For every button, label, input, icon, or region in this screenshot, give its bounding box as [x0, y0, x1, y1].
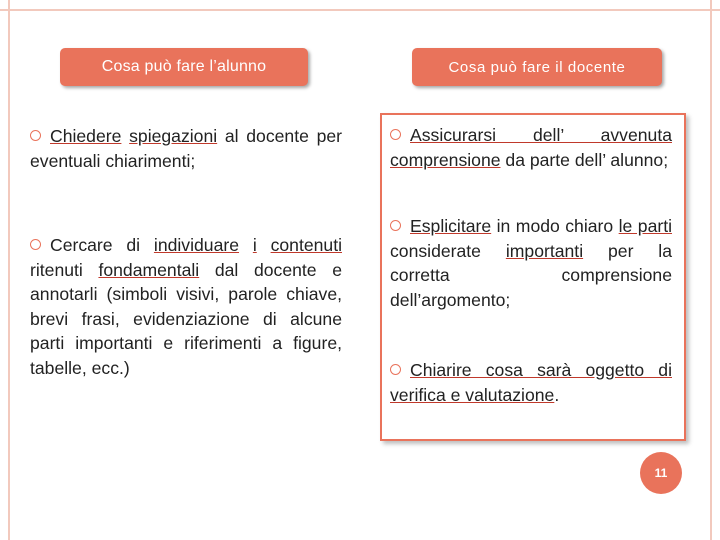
bullet-icon: [390, 220, 401, 231]
teacher-header: [412, 48, 662, 86]
item-text: individuare: [153, 235, 240, 255]
item-text: Chiedere: [50, 126, 122, 146]
page-number-badge: [640, 452, 682, 494]
item-text: ritenuti: [30, 259, 83, 280]
item-text: Cercare di: [50, 235, 141, 255]
item-text: spiegazioni: [129, 126, 218, 146]
student-header-title: Cosa può fare l’alunno: [101, 58, 267, 75]
bullet-icon: [30, 130, 41, 141]
item-text: Esplicitare: [410, 216, 492, 236]
item-text: considerate: [390, 240, 481, 261]
item-text: contenuti: [270, 235, 342, 255]
item-text: in modo chiaro: [496, 216, 614, 236]
item-text: importanti: [505, 240, 584, 261]
teacher-header-title: Cosa può fare il docente: [448, 58, 626, 76]
item-text: .: [554, 384, 560, 405]
item-text: i: [252, 235, 257, 255]
item-text: da parte dell’ alunno;: [505, 149, 669, 170]
teacher-item-2: [390, 214, 672, 312]
item-text: Assicurarsi dell’ avvenuta comprensione: [390, 125, 672, 170]
bullet-icon: [390, 129, 401, 140]
item-text: Chiarire cosa sarà oggetto di verifica e valutazione: [390, 360, 672, 405]
page-number: 11: [654, 466, 668, 480]
bullet-icon: [30, 239, 41, 250]
bullet-icon: [390, 364, 401, 375]
student-item-1: [30, 124, 342, 173]
student-item-2: [30, 233, 342, 380]
teacher-item-1: [390, 123, 672, 172]
item-text: al docente per eventuali chiarimenti;: [30, 126, 343, 171]
item-text: per la corretta comprensione dell’argomento;: [390, 240, 673, 310]
item-text: le parti: [618, 216, 673, 236]
frame-left-line: [8, 0, 10, 540]
frame-top-line: [0, 9, 720, 11]
frame-right-line: [710, 0, 712, 540]
teacher-item-3: [390, 358, 672, 407]
student-header: [60, 48, 308, 86]
item-text: dal docente e annotarli (simboli visivi, parole chiave, brevi frasi, evidenziazione di alcune parti importanti e riferimenti a figure, tabelle, ecc.): [30, 259, 342, 378]
item-text: fondamentali: [98, 259, 200, 280]
